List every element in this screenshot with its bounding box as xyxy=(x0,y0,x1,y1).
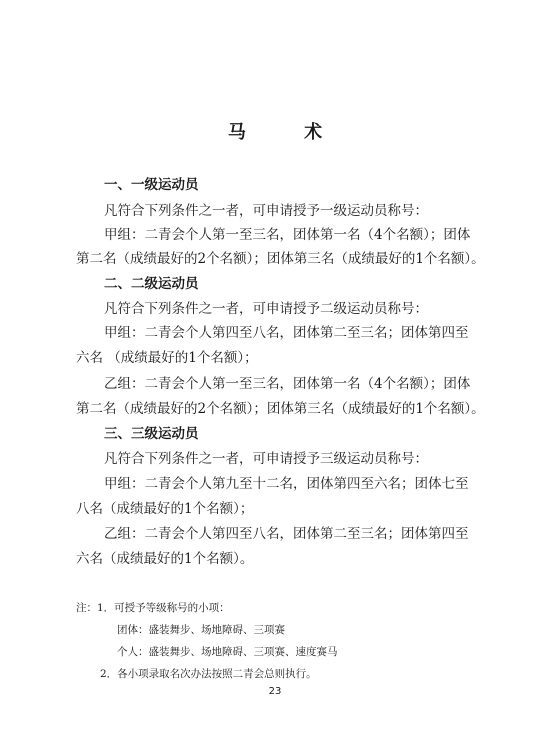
paragraph-line: 凡符合下列条件之一者，可申请授予二级运动员称号： xyxy=(104,301,428,317)
paragraph-line: 凡符合下列条件之一者，可申请授予三级运动员称号： xyxy=(104,451,428,467)
paragraph-line: 凡符合下列条件之一者，可申请授予一级运动员称号： xyxy=(104,203,428,219)
paragraph-line: 第二名（成绩最好的2个名额）；团体第三名（成绩最好的1个名额）。 xyxy=(76,251,485,267)
paragraph-line: 八名（成绩最好的1个名额）； xyxy=(76,501,254,517)
paragraph-line: 甲组：二青会个人第四至八名，团体第二至三名；团体第四至 xyxy=(104,325,469,341)
paragraph-line: 甲组：二青会个人第九至十二名，团体第四至六名；团体七至 xyxy=(104,476,469,492)
section-heading-level-2: 二、二级运动员 xyxy=(104,276,199,292)
note-line: 个人：盛装舞步、场地障碍、三项赛、速度赛马 xyxy=(117,646,338,658)
note-line: 注：1．可授予等级称号的小项： xyxy=(76,602,230,614)
page-title: 马 术 xyxy=(227,122,349,143)
paragraph-line: 六名 （成绩最好的1个名额）； xyxy=(76,350,258,366)
paragraph-line: 乙组：二青会个人第一至三名，团体第一名（4个名额）；团体 xyxy=(104,376,471,392)
paragraph-line: 乙组：二青会个人第四至八名，团体第二至三名；团体第四至 xyxy=(104,526,469,542)
section-heading-level-3: 三、三级运动员 xyxy=(104,426,199,442)
note-line: 团体：盛装舞步、场地障碍、三项赛 xyxy=(117,624,285,636)
page-number: 23 xyxy=(268,686,282,697)
paragraph-line: 六名（成绩最好的1个名额）。 xyxy=(76,551,254,567)
note-line: 2．各小项录取名次办法按照二青会总则执行。 xyxy=(100,668,317,680)
paragraph-line: 第二名（成绩最好的2个名额）；团体第三名（成绩最好的1个名额）。 xyxy=(76,401,485,417)
paragraph-line: 甲组：二青会个人第一至三名，团体第一名（4个名额）；团体 xyxy=(104,227,471,243)
section-heading-level-1: 一、一级运动员 xyxy=(104,177,199,193)
